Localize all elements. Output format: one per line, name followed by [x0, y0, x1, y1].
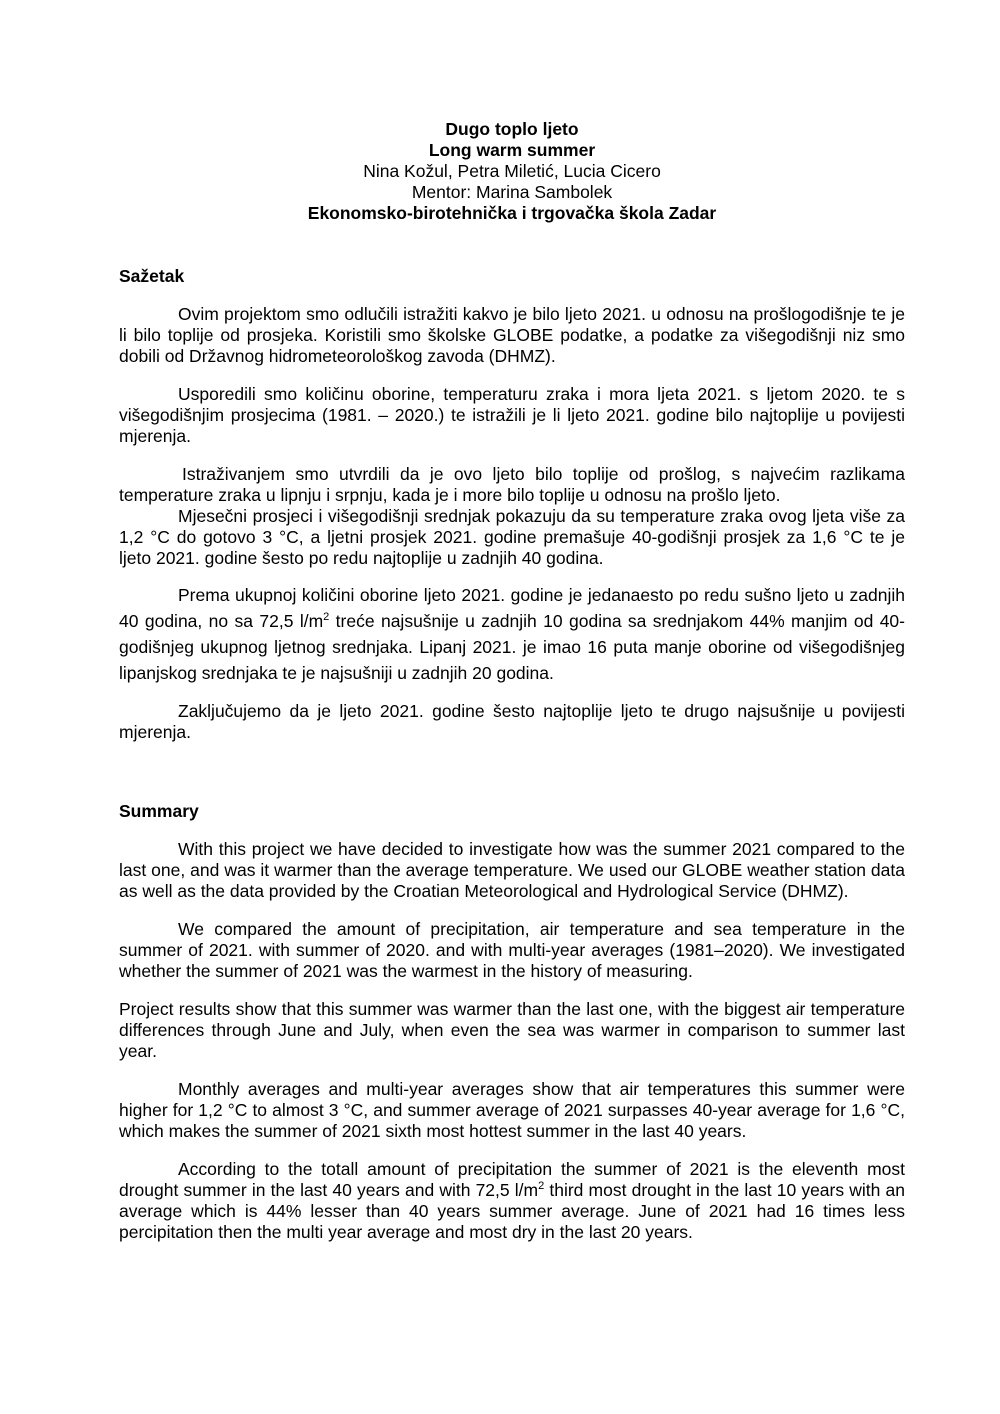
title-croatian: Dugo toplo ljeto [445, 119, 579, 139]
sazetak-paragraph-3: Istraživanjem smo utvrdili da je ovo ljeto bilo toplije od prošlog, s najvećim razlikama temperature zraka u lipnju i srpnju, kada je i more bilo toplije u odnosu na prošlo ljeto. [119, 464, 905, 505]
summary-paragraph-3: Project results show that this summer was warmer than the last one, with the biggest air temperature differences through June and July, when even the sea was warmer in comparison to summer last year. [119, 999, 905, 1061]
mentor: Mentor: Marina Sambolek [411, 182, 613, 202]
summary-p5-superscript: 2 [538, 1180, 545, 1193]
title-english: Long warm summer [428, 140, 596, 160]
summary-paragraph-2: We compared the amount of precipitation, air temperature and sea temperature in the summer of 2021. with summer of 2020. and with multi-year averages (1981–2020). We investigated whether the summer of 2021 was the warmest in the history of measuring. [119, 919, 905, 981]
sazetak-p5-text-b: treće najsušnije u zadnjih 10 godina sa srednjakom 44% manjim od 40-godišnjeg ukupnog ljetnog srednjaka. Lipanj 2021. je imao 16 puta manje oborine od višegodišnjeg lipanjskog srednjaka te je najsušniji u zadnjih 20 godina. [119, 611, 905, 683]
sazetak-paragraph-4: Mjesečni prosjeci i višegodišnji srednjak pokazuju da su temperature zraka ovog ljeta više za 1,2 °C do gotovo 3 °C, a ljetni prosjek 2021. godine premašuje 40-godišnji prosjek za 1,6 °C te je ljeto 2021. godine šesto po redu najtoplije u zadnjih 40 godina. [119, 506, 905, 568]
summary-paragraph-1: With this project we have decided to investigate how was the summer 2021 compared to the last one, and was it warmer than the average temperature. We used our GLOBE weather station data as well as the data provided by the Croatian Meteorological and Hydrological Service (DHMZ). [119, 839, 905, 901]
document-header [119, 119, 905, 224]
summary-heading: Summary [119, 801, 199, 821]
sazetak-paragraph-1: Ovim projektom smo odlučili istražiti kakvo je bilo ljeto 2021. u odnosu na prošlogodišnje te je li bilo toplije od prosjeka. Koristili smo školske GLOBE podatke, a podatke za višegodišnji niz smo dobili od Državnog hidrometeorološkog zavoda (DHMZ). [119, 304, 905, 366]
sazetak-paragraph-6: Zaključujemo da je ljeto 2021. godine šesto najtoplije ljeto te drugo najsušnije u povijesti mjerenja. [119, 701, 905, 742]
sazetak-paragraph-5 [119, 582, 905, 686]
document-body [119, 119, 905, 1243]
summary-p5-text-b: third most drought in the last 10 years with an average which is 44% lesser than 40 years summer average. June of 2021 had 16 times less percipitation then the multi year average and most dry in the last 20 years. [119, 1180, 905, 1242]
summary-paragraph-4: Monthly averages and multi-year averages show that air temperatures this summer were higher for 1,2 °C to almost 3 °C, and summer average of 2021 surpasses 40-year average for 1,6 °C, which makes the summer of 2021 sixth most hottest summer in the last 40 years. [119, 1079, 905, 1141]
school-name: Ekonomsko-birotehnička i trgovačka škola Zadar [307, 203, 717, 223]
sazetak-p5-text-a: Prema ukupnoj količini oborine ljeto 2021. godine je jedanaesto po redu sušno ljeto u zadnjih 40 godina, no sa 72,5 l/m [119, 585, 905, 631]
sazetak-heading: Sažetak [119, 266, 185, 286]
summary-paragraph-5 [119, 1159, 905, 1243]
sazetak-p5-superscript: 2 [323, 611, 330, 624]
sazetak-paragraph-2: Usporedili smo količinu oborine, temperaturu zraka i mora ljeta 2021. s ljetom 2020. te s višegodišnjim prosjecima (1981. – 2020.) te istražili je li ljeto 2021. godine bilo najtoplije u povijesti mjerenja. [119, 384, 905, 446]
summary-p5-text-a: According to the totall amount of precipitation the summer of 2021 is the eleventh most drought summer in the last 40 years and with 72,5 l/m [119, 1159, 905, 1200]
authors: Nina Kožul, Petra Miletić, Lucia Cicero [363, 161, 661, 181]
